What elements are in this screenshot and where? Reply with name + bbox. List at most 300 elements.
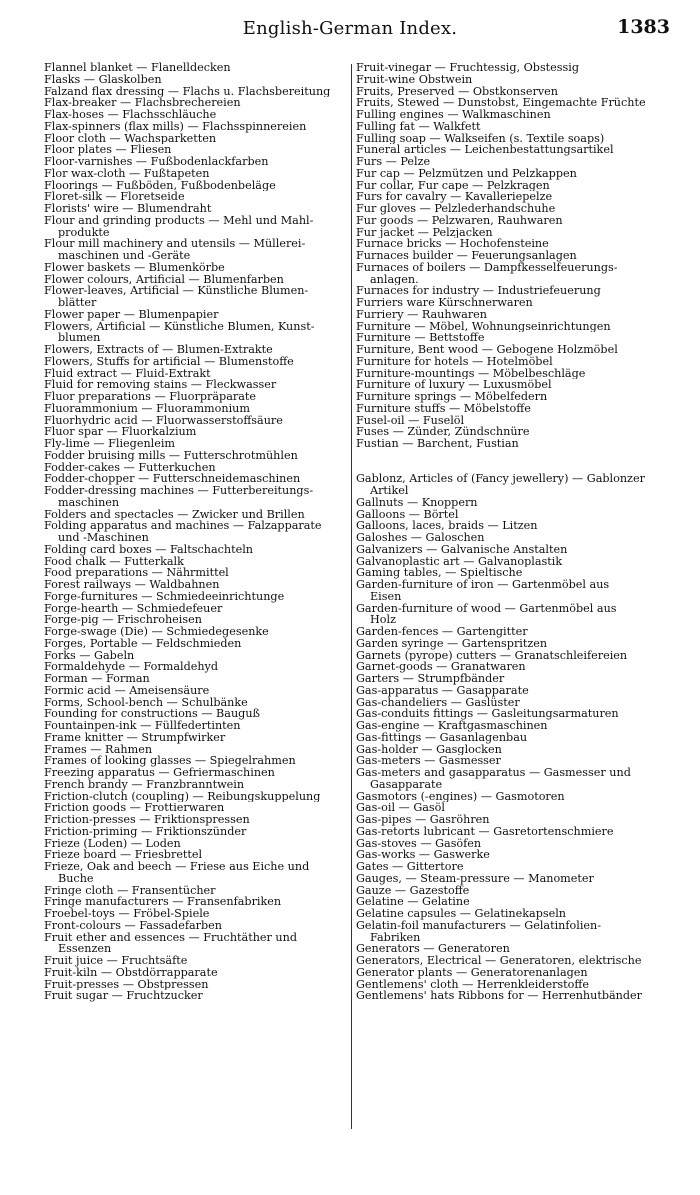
index-entry-text: Fusel-oil — Fuselöl — [356, 414, 465, 427]
index-entry-text: Friction goods — Frottierwaren — [44, 802, 225, 814]
index-entry-text: Folding apparatus and machines — Falzapparate — [44, 520, 322, 532]
index-entry — [44, 720, 347, 732]
index-entry-text: Fluor preparations — Fluorpräparate — [44, 391, 256, 403]
index-entry-text: Garters — Strumpfbänder — [356, 673, 505, 685]
index-entry-text: Garnets (pyrope) cutters — Granatschleifereien — [356, 649, 628, 662]
index-entry — [356, 979, 666, 991]
index-entry-text: Furniture, Bent wood — Gebogene Holzmöbel — [356, 344, 618, 356]
index-entry — [356, 344, 666, 356]
index-entry — [44, 238, 347, 262]
index-entry-continuation: Holz — [370, 614, 396, 626]
index-entry-continuation: Buche — [58, 872, 94, 885]
index-entry — [44, 344, 347, 356]
index-entry — [356, 744, 666, 756]
index-entry-text: Gallnuts — Knoppern — [356, 496, 478, 509]
index-entry-text: Gas-engine — Kraftgasmaschinen — [356, 720, 548, 732]
index-entry-text: Fodder-cakes — Futterkuchen — [44, 461, 216, 474]
index-entry — [44, 767, 347, 779]
index-entry — [356, 509, 666, 521]
index-entry-text: Furnaces builder — Feuerungsanlagen — [356, 250, 577, 262]
index-entry — [356, 332, 666, 344]
index-entry-text: Falzand flax dressing — Flachs u. Flachsbereitung — [44, 85, 331, 98]
index-entry-text: Fountainpen-ink — Füllfedertinten — [44, 720, 241, 732]
index-entry — [44, 920, 347, 932]
index-entry-text: Gelatine — Gelatine — [356, 896, 470, 908]
index-column-left — [44, 62, 347, 1002]
index-entry-text: Floret-silk — Floretseide — [44, 191, 185, 203]
index-entry-text: Furnace bricks — Hochofensteine — [356, 238, 549, 250]
index-entry-text: Flower paper — Blumenpapier — [44, 308, 219, 321]
index-entry — [44, 861, 347, 885]
index-entry-text: Fluor spar — Fluorkalzium — [44, 426, 197, 438]
index-entry — [356, 896, 666, 908]
index-entry — [44, 391, 347, 403]
index-entry — [44, 638, 347, 650]
index-entry — [44, 896, 347, 908]
index-entry — [356, 849, 666, 861]
index-column-right — [356, 62, 666, 1002]
index-entry — [44, 285, 347, 309]
index-entry — [356, 767, 666, 791]
index-entry-text: Fur gloves — Pelzlederhandschuhe — [356, 203, 556, 215]
index-entry — [356, 826, 666, 838]
index-entry-text: Fruits, Preserved — Obstkonserven — [356, 85, 558, 98]
index-entry-text: Flax-spinners (flax mills) — Flachsspinnereien — [44, 120, 307, 133]
index-entry — [44, 755, 347, 767]
index-entry-text: Fulling fat — Walkfett — [356, 120, 481, 133]
index-entry — [44, 955, 347, 967]
index-entry — [356, 814, 666, 826]
column-divider — [351, 64, 352, 1129]
index-entry-text: Flowers, Extracts of — Blumen-Extrakte — [44, 344, 273, 356]
index-entry — [44, 990, 347, 1002]
index-entry — [44, 603, 347, 615]
index-entry-text: Flasks — Glaskolben — [44, 73, 162, 86]
index-entry-text: Folding card boxes — Faltschachteln — [44, 543, 253, 556]
index-entry-text: Furnaces for industry — Industriefeuerung — [356, 285, 601, 297]
index-entry — [356, 168, 666, 180]
index-entry-text: Gas-meters — Gasmesser — [356, 755, 501, 767]
index-entry-text: Friction-priming — Friktionszünder — [44, 825, 247, 838]
index-entry — [44, 979, 347, 991]
index-entry — [44, 579, 347, 591]
index-entry — [356, 415, 666, 427]
index-entry-text: Floor-varnishes — Fußbodenlackfarben — [44, 156, 269, 168]
index-entry-text: Front-colours — Fassadefarben — [44, 919, 222, 932]
entry-gap — [356, 450, 666, 462]
index-entry — [356, 955, 666, 967]
index-entry — [44, 908, 347, 920]
index-entry — [44, 697, 347, 709]
index-entry-text: Floor cloth — Wachsparketten — [44, 132, 217, 145]
index-entry-text: Gas-holder — Gasglocken — [356, 743, 502, 756]
index-entry-text: Fruit-wine Obstwein — [356, 73, 473, 86]
index-entry — [356, 791, 666, 803]
index-entry-continuation: und -Maschinen — [58, 532, 149, 544]
index-entry-text: Garden-furniture of wood — Gartenmöbel aus — [356, 602, 617, 615]
index-entry — [356, 391, 666, 403]
index-entry-text: Gas-oil — Gasöl — [356, 802, 445, 814]
index-entry-text: Fringe manufacturers — Fransenfabriken — [44, 896, 282, 908]
index-entry — [356, 638, 666, 650]
index-entry — [44, 485, 347, 509]
index-entry-text: Forges, Portable — Feldschmieden — [44, 637, 242, 650]
index-entry-text: Fruits, Stewed — Dunstobst, Eingemachte Früchte — [356, 97, 646, 109]
index-entry-text: Fuses — Zünder, Zündschnüre — [356, 426, 530, 438]
index-entry-text: Flower baskets — Blumenkörbe — [44, 261, 225, 274]
index-entry-text: Freezing apparatus — Gefriermaschinen — [44, 767, 275, 779]
index-entry — [44, 415, 347, 427]
index-entry — [356, 297, 666, 309]
index-entry-text: Gablonz, Articles of (Fancy jewellery) — Gablonzer — [356, 473, 645, 485]
index-entry-text: Fulling engines — Walkmaschinen — [356, 109, 551, 121]
index-entry — [356, 650, 666, 662]
index-entry-text: Fluid for removing stains — Fleckwasser — [44, 379, 277, 391]
index-entry — [356, 908, 666, 920]
index-entry-text: Friction-clutch (coupling) — Reibungskuppelung — [44, 790, 321, 803]
index-entry — [356, 227, 666, 239]
index-entry — [356, 309, 666, 321]
index-entry — [44, 838, 347, 850]
index-entry-text: Garnet-goods — Granatwaren — [356, 661, 526, 673]
index-entry — [356, 203, 666, 215]
entry-gap — [356, 462, 666, 474]
index-entry-text: Flour mill machinery and utensils — Müllerei- — [44, 238, 306, 250]
index-entry-text: Gaming tables, — Spieltische — [356, 567, 523, 579]
index-entry-text: Gas-pipes — Gasröhren — [356, 814, 490, 826]
index-entry — [356, 967, 666, 979]
index-entry-text: Gates — Gittertore — [356, 861, 464, 873]
index-entry — [356, 603, 666, 627]
index-entry-text: Formaldehyde — Formaldehyd — [44, 661, 219, 673]
index-entry — [356, 661, 666, 673]
index-entry-text: Fur jacket — Pelzjacken — [356, 226, 493, 239]
index-entry — [356, 144, 666, 156]
index-entry-text: Fodder bruising mills — Futterschrotmühlen — [44, 449, 298, 462]
index-entry-continuation: Artikel — [370, 485, 409, 497]
index-entry-text: Furniture of luxury — Luxusmöbel — [356, 379, 552, 391]
index-entry-text: Gentlemens' cloth — Herrenkleiderstoffe — [356, 978, 589, 991]
index-entry-text: Flax-hoses — Flachsschläuche — [44, 109, 217, 121]
index-entry-text: Fur cap — Pelzmützen und Pelzkappen — [356, 167, 577, 180]
index-entry — [44, 779, 347, 791]
index-entry — [356, 238, 666, 250]
index-entry-text: Furniture — Bettstoffe — [356, 332, 485, 344]
index-entry — [356, 697, 666, 709]
index-entry — [44, 462, 347, 474]
index-entry-text: Garden-fences — Gartengitter — [356, 626, 528, 638]
index-entry — [356, 368, 666, 380]
index-entry — [356, 133, 666, 145]
index-entry-text: Fodder-dressing machines — Futterbereitungs- — [44, 485, 314, 497]
index-entry-text: Flax-breaker — Flachsbrechereien — [44, 97, 241, 109]
index-entry — [356, 544, 666, 556]
index-entry-text: French brandy — Franzbranntwein — [44, 778, 245, 791]
index-entry-text: Food chalk — Futterkalk — [44, 555, 184, 568]
index-entry-text: Fur collar, Fur cape — Pelzkragen — [356, 179, 550, 192]
index-entry-text: Forge-pig — Frischroheisen — [44, 614, 202, 626]
index-entry — [44, 156, 347, 168]
index-entry — [44, 791, 347, 803]
index-entry — [44, 591, 347, 603]
index-entry — [44, 802, 347, 814]
index-entry-text: Froebel-toys — Fröbel-Spiele — [44, 908, 210, 920]
index-entry — [44, 885, 347, 897]
index-entry — [356, 473, 666, 497]
index-entry — [44, 520, 347, 544]
index-entry — [44, 97, 347, 109]
index-entry-text: Fruit ether and essences — Fruchtäther und — [44, 931, 297, 944]
index-entry — [44, 567, 347, 579]
index-entry-text: Gas-fittings — Gasanlagenbau — [356, 731, 528, 744]
index-entry-text: Fruit-presses — Obstpressen — [44, 978, 209, 991]
index-entry — [44, 144, 347, 156]
index-entry — [356, 215, 666, 227]
index-entry-continuation: Fabriken — [370, 931, 421, 944]
index-entry-text: Flowers, Stuffs for artificial — Blumenstoffe — [44, 355, 294, 368]
index-entry — [44, 262, 347, 274]
index-entry-text: Forge-hearth — Schmiedefeuer — [44, 602, 223, 615]
index-entry — [44, 744, 347, 756]
index-entry-text: Fluorhydric acid — Fluorwasserstoffsäure — [44, 414, 283, 427]
index-entry — [44, 685, 347, 697]
index-entry-text: Flower-leaves, Artificial — Künstliche Blumen- — [44, 285, 309, 297]
index-entry-text: Formic acid — Ameisensäure — [44, 684, 210, 697]
index-entry-text: Fringe cloth — Fransentücher — [44, 884, 216, 897]
index-entry — [356, 520, 666, 532]
index-entry-text: Gentlemens' hats Ribbons for — Herrenhutbänder — [356, 990, 642, 1002]
index-entry-text: Galvanoplastic art — Galvanoplastik — [356, 555, 563, 568]
index-entry — [356, 379, 666, 391]
index-entry-text: Furniture-mountings — Möbelbeschläge — [356, 367, 586, 380]
index-entry-text: Frieze (Loden) — Loden — [44, 837, 181, 850]
index-entry — [356, 321, 666, 333]
index-entry — [44, 356, 347, 368]
index-entry-text: Frames — Rahmen — [44, 743, 153, 756]
index-entry — [356, 861, 666, 873]
index-entry — [44, 626, 347, 638]
index-entry-text: Forms, School-bench — Schulbänke — [44, 696, 248, 709]
index-entry-text: Food preparations — Nährmittel — [44, 567, 229, 579]
index-entry-text: Gauze — Gazestoffe — [356, 884, 470, 897]
index-entry-text: Fruit-vinegar — Fruchtessig, Obstessig — [356, 62, 580, 74]
index-entry-continuation: produkte — [58, 226, 110, 239]
index-entry-text: Fustian — Barchent, Fustian — [356, 438, 519, 450]
index-entry-text: Gelatine capsules — Gelatinekapseln — [356, 908, 567, 920]
index-entry — [356, 885, 666, 897]
index-entry — [44, 109, 347, 121]
index-entry-text: Garden-furniture of iron — Gartenmöbel aus — [356, 579, 610, 591]
index-entry — [44, 168, 347, 180]
index-entry-text: Galloons — Börtel — [356, 508, 459, 521]
index-entry-text: Gas-conduits fittings — Gasleitungsarmaturen — [356, 708, 619, 720]
index-entry-text: Flannel blanket — Flanelldecken — [44, 62, 231, 74]
index-entry-text: Generator plants — Generatorenanlagen — [356, 966, 588, 979]
index-entry — [44, 450, 347, 462]
index-entry-text: Gas-works — Gaswerke — [356, 849, 490, 861]
index-entry — [356, 86, 666, 98]
index-entry-text: Fluid extract — Fluid-Extrakt — [44, 367, 211, 380]
index-entry — [356, 920, 666, 944]
index-entry-text: Fruit sugar — Fruchtzucker — [44, 990, 203, 1002]
index-entry-text: Friction-presses — Friktionspressen — [44, 814, 250, 826]
index-entry — [356, 838, 666, 850]
index-entry-text: Frame knitter — Strumpfwirker — [44, 731, 226, 744]
index-entry-text: Folders and spectacles — Zwicker und Brillen — [44, 508, 305, 521]
index-entry-text: Frames of looking glasses — Spiegelrahmen — [44, 755, 296, 767]
index-entry — [44, 274, 347, 286]
index-entry-text: Furriery — Rauhwaren — [356, 308, 488, 321]
index-entry-text: Forman — Forman — [44, 673, 150, 685]
index-entry — [356, 426, 666, 438]
index-entry-text: Gauges, — Steam-pressure — Manometer — [356, 872, 594, 885]
index-entry-text: Furnaces of boilers — Dampfkesselfeuerungs- — [356, 261, 618, 274]
index-entry — [356, 121, 666, 133]
index-entry — [44, 426, 347, 438]
index-entry-text: Forest railways — Waldbahnen — [44, 579, 220, 591]
index-entry-text: Garden syringe — Gartenspritzen — [356, 637, 548, 650]
index-entry-text: Gelatin-foil manufacturers — Gelatinfolien- — [356, 919, 601, 932]
index-entry — [44, 86, 347, 98]
index-entry — [356, 74, 666, 86]
index-entry — [44, 203, 347, 215]
index-entry-text: Fodder-chopper — Futterschneidemaschinen — [44, 473, 301, 485]
index-entry — [356, 990, 666, 1002]
index-entry-continuation: anlagen. — [370, 273, 419, 286]
index-entry-continuation: Essenzen — [58, 943, 112, 955]
index-entry-text: Floor plates — Fliesen — [44, 144, 172, 156]
index-entry-text: Furs — Pelze — [356, 156, 431, 168]
index-entry-text: Fruit-kiln — Obstdörrapparate — [44, 966, 218, 979]
index-entry-text: Furniture springs — Möbelfedern — [356, 391, 548, 403]
index-entry — [356, 708, 666, 720]
index-entry — [44, 661, 347, 673]
index-entry — [356, 673, 666, 685]
index-entry — [44, 614, 347, 626]
index-entry — [44, 368, 347, 380]
index-entry-text: Flor wax-cloth — Fußtapeten — [44, 167, 210, 180]
index-entry-text: Generators — Generatoren — [356, 943, 510, 955]
index-entry-text: Forks — Gabeln — [44, 649, 135, 662]
index-entry — [356, 873, 666, 885]
index-entry — [356, 156, 666, 168]
index-entry-text: Fulling soap — Walkseifen (s. Textile soaps) — [356, 132, 605, 145]
index-entry — [356, 567, 666, 579]
index-entry — [44, 556, 347, 568]
index-entry — [44, 133, 347, 145]
index-entry-continuation: blumen — [58, 332, 101, 344]
index-entry — [44, 826, 347, 838]
index-entry-text: Frieze board — Friesbrettel — [44, 849, 203, 861]
index-entry — [356, 285, 666, 297]
index-entry — [356, 732, 666, 744]
index-entry-text: Gas-retorts lubricant — Gasretortenschmiere — [356, 825, 614, 838]
index-entry — [44, 309, 347, 321]
index-entry-continuation: Eisen — [370, 590, 402, 603]
index-entry — [356, 532, 666, 544]
index-entry-text: Furniture for hotels — Hotelmöbel — [356, 355, 553, 368]
index-entry — [356, 180, 666, 192]
index-entry — [356, 556, 666, 568]
index-entry — [44, 215, 347, 239]
index-entry — [356, 403, 666, 415]
index-entry — [44, 74, 347, 86]
index-entry — [356, 943, 666, 955]
index-entry-text: Gas-chandeliers — Gaslüster — [356, 696, 520, 709]
index-entry-text: Gas-meters and gasapparatus — Gasmesser und — [356, 767, 631, 779]
index-entry — [44, 650, 347, 662]
index-entry — [44, 62, 347, 74]
index-entry-text: Furs for cavalry — Kavalleriepelze — [356, 191, 553, 203]
index-entry-text: Flower colours, Artificial — Blumenfarben — [44, 273, 284, 286]
index-entry-text: Furniture — Möbel, Wohnungseinrichtungen — [356, 320, 611, 333]
index-entry — [356, 685, 666, 697]
index-entry — [44, 932, 347, 956]
index-entry — [356, 497, 666, 509]
index-entry — [356, 191, 666, 203]
index-entry-text: Forge-swage (Die) — Schmiedegesenke — [44, 626, 269, 638]
index-entry — [356, 802, 666, 814]
index-entry — [44, 544, 347, 556]
index-entry — [44, 121, 347, 133]
index-entry — [356, 755, 666, 767]
index-entry-text: Gasmotors (-engines) — Gasmotoren — [356, 790, 565, 803]
index-entry — [356, 97, 666, 109]
index-entry-text: Flowers, Artificial — Künstliche Blumen, Kunst- — [44, 320, 315, 333]
index-entry — [44, 180, 347, 192]
index-entry — [356, 438, 666, 450]
index-entry — [44, 732, 347, 744]
index-entry-text: Founding for constructions — Bauguß — [44, 708, 260, 720]
index-entry-text: Florists' wire — Blumendraht — [44, 203, 212, 215]
index-entry — [44, 673, 347, 685]
index-entry-text: Gas-apparatus — Gasapparate — [356, 684, 529, 697]
page-title: English-German Index. — [242, 18, 458, 39]
index-entry-text: Generators, Electrical — Generatoren, elektrische — [356, 955, 642, 967]
index-entry-text: Galloons, laces, braids — Litzen — [356, 520, 538, 532]
index-entry — [356, 62, 666, 74]
index-entry — [356, 250, 666, 262]
index-entry — [356, 262, 666, 286]
index-entry-text: Forge-furnitures — Schmiedeeinrichtunge — [44, 590, 285, 603]
index-entry-text: Furriers ware Kürschnerwaren — [356, 297, 533, 309]
index-entry-text: Funeral articles — Leichenbestattungsartikel — [356, 144, 614, 156]
index-entry-continuation: maschinen und -Geräte — [58, 250, 191, 262]
index-entry-text: Galvanizers — Galvanische Anstalten — [356, 543, 568, 556]
index-entry-text: Galoshes — Galoschen — [356, 532, 485, 544]
index-entry-text: Flour and grinding products — Mehl und Mahl- — [44, 214, 314, 227]
index-entry — [44, 814, 347, 826]
index-entry — [356, 109, 666, 121]
index-entry-text: Floorings — Fußböden, Fußbodenbeläge — [44, 179, 276, 192]
page-number: 1383 — [617, 16, 670, 38]
index-entry — [356, 579, 666, 603]
index-entry — [44, 379, 347, 391]
index-entry-text: Fruit juice — Fruchtsäfte — [44, 955, 188, 967]
index-entry — [44, 473, 347, 485]
index-entry-continuation: Gasapparate — [370, 778, 443, 791]
index-entry — [44, 967, 347, 979]
index-entry — [356, 356, 666, 368]
index-entry-text: Furniture stuffs — Möbelstoffe — [356, 402, 531, 415]
index-entry-continuation: maschinen — [58, 496, 120, 509]
index-entry-text: Frieze, Oak and beech — Friese aus Eiche und — [44, 861, 310, 873]
index-entry — [44, 708, 347, 720]
index-entry-text: Fluorammonium — Fluorammonium — [44, 402, 250, 415]
index-entry — [44, 509, 347, 521]
index-entry — [44, 849, 347, 861]
index-entry-text: Gas-stoves — Gasöfen — [356, 837, 482, 850]
